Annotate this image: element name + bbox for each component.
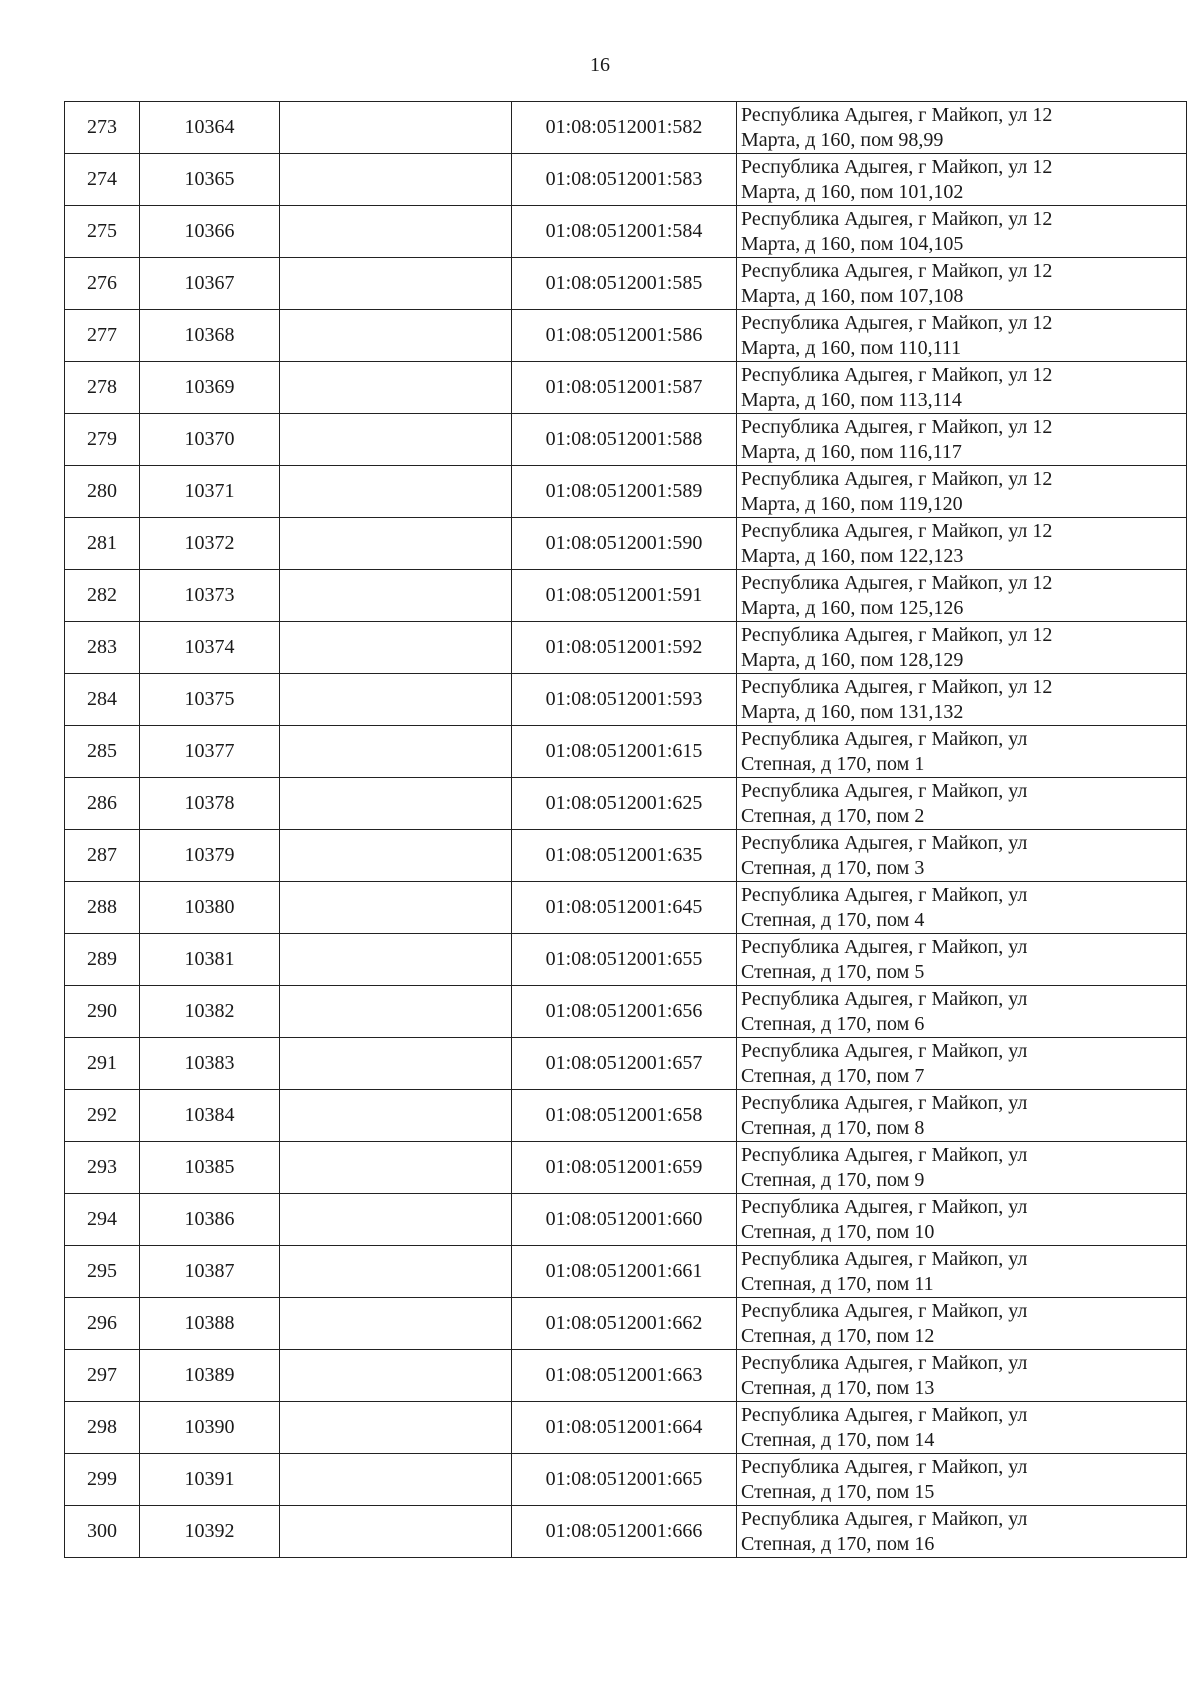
address-line-2: Степная, д 170, пом 16 [741, 1532, 935, 1555]
cell-registry-number: 10382 [140, 986, 280, 1038]
cell-address [737, 622, 1187, 674]
cell-address [737, 1298, 1187, 1350]
cell-cadastral-number: 01:08:0512001:656 [512, 986, 737, 1038]
cell-registry-number: 10374 [140, 622, 280, 674]
cell-registry-number: 10380 [140, 882, 280, 934]
cell-row-number: 278 [65, 362, 140, 414]
cell-row-number: 295 [65, 1246, 140, 1298]
table-row [65, 1142, 1187, 1194]
address-line-1: Республика Адыгея, г Майкоп, ул [741, 1351, 1028, 1374]
cell-cadastral-number: 01:08:0512001:583 [512, 154, 737, 206]
table-row [65, 986, 1187, 1038]
table-row [65, 674, 1187, 726]
cell-row-number: 284 [65, 674, 140, 726]
cell-registry-number: 10371 [140, 466, 280, 518]
address-line-2: Степная, д 170, пом 7 [741, 1064, 925, 1087]
cell-empty [280, 1038, 512, 1090]
cell-cadastral-number: 01:08:0512001:658 [512, 1090, 737, 1142]
address-line-2: Степная, д 170, пом 11 [741, 1272, 934, 1295]
cell-empty [280, 570, 512, 622]
cell-empty [280, 830, 512, 882]
cell-address [737, 206, 1187, 258]
cell-cadastral-number: 01:08:0512001:592 [512, 622, 737, 674]
address-line-1: Республика Адыгея, г Майкоп, ул 12 [741, 103, 1053, 126]
cell-registry-number: 10373 [140, 570, 280, 622]
address-line-1: Республика Адыгея, г Майкоп, ул [741, 831, 1028, 854]
cell-row-number: 292 [65, 1090, 140, 1142]
table-row [65, 1090, 1187, 1142]
table-row [65, 778, 1187, 830]
cell-row-number: 299 [65, 1454, 140, 1506]
cell-registry-number: 10369 [140, 362, 280, 414]
address-line-1: Республика Адыгея, г Майкоп, ул 12 [741, 467, 1053, 490]
cell-address [737, 1454, 1187, 1506]
cell-row-number: 289 [65, 934, 140, 986]
cell-registry-number: 10365 [140, 154, 280, 206]
table-row [65, 1350, 1187, 1402]
cell-row-number: 281 [65, 518, 140, 570]
cell-registry-number: 10383 [140, 1038, 280, 1090]
address-line-2: Степная, д 170, пом 2 [741, 804, 925, 827]
cell-address [737, 518, 1187, 570]
address-line-1: Республика Адыгея, г Майкоп, ул [741, 1195, 1028, 1218]
address-line-2: Степная, д 170, пом 15 [741, 1480, 935, 1503]
table-row [65, 726, 1187, 778]
cell-row-number: 280 [65, 466, 140, 518]
cell-empty [280, 934, 512, 986]
table-row [65, 362, 1187, 414]
address-line-2: Марта, д 160, пом 128,129 [741, 648, 964, 671]
cell-cadastral-number: 01:08:0512001:662 [512, 1298, 737, 1350]
address-line-2: Степная, д 170, пом 10 [741, 1220, 935, 1243]
cell-address [737, 570, 1187, 622]
cell-empty [280, 102, 512, 154]
address-line-2: Степная, д 170, пом 3 [741, 856, 925, 879]
cell-address [737, 1194, 1187, 1246]
cell-cadastral-number: 01:08:0512001:661 [512, 1246, 737, 1298]
table-row [65, 154, 1187, 206]
address-line-1: Республика Адыгея, г Майкоп, ул [741, 1455, 1028, 1478]
address-line-1: Республика Адыгея, г Майкоп, ул [741, 1039, 1028, 1062]
table-row [65, 1038, 1187, 1090]
address-line-1: Республика Адыгея, г Майкоп, ул 12 [741, 571, 1053, 594]
cell-registry-number: 10392 [140, 1506, 280, 1558]
cell-registry-number: 10377 [140, 726, 280, 778]
cell-registry-number: 10366 [140, 206, 280, 258]
cell-empty [280, 206, 512, 258]
address-line-1: Республика Адыгея, г Майкоп, ул [741, 1091, 1028, 1114]
cell-empty [280, 1090, 512, 1142]
cell-cadastral-number: 01:08:0512001:664 [512, 1402, 737, 1454]
address-line-2: Степная, д 170, пом 1 [741, 752, 925, 775]
address-line-2: Степная, д 170, пом 6 [741, 1012, 925, 1035]
cell-address [737, 830, 1187, 882]
address-line-2: Марта, д 160, пом 119,120 [741, 492, 963, 515]
cell-row-number: 285 [65, 726, 140, 778]
cell-empty [280, 518, 512, 570]
property-table [64, 101, 1187, 1558]
cell-empty [280, 726, 512, 778]
page-number: 16 [590, 54, 610, 76]
cell-address [737, 1142, 1187, 1194]
address-line-1: Республика Адыгея, г Майкоп, ул 12 [741, 415, 1053, 438]
cell-address [737, 466, 1187, 518]
cell-address [737, 1038, 1187, 1090]
cell-row-number: 274 [65, 154, 140, 206]
cell-registry-number: 10387 [140, 1246, 280, 1298]
address-line-1: Республика Адыгея, г Майкоп, ул 12 [741, 363, 1053, 386]
address-line-2: Степная, д 170, пом 8 [741, 1116, 925, 1139]
cell-empty [280, 1194, 512, 1246]
cell-row-number: 293 [65, 1142, 140, 1194]
address-line-1: Республика Адыгея, г Майкоп, ул [741, 1247, 1028, 1270]
table-row [65, 102, 1187, 154]
address-line-1: Республика Адыгея, г Майкоп, ул [741, 1403, 1028, 1426]
address-line-1: Республика Адыгея, г Майкоп, ул 12 [741, 623, 1053, 646]
cell-cadastral-number: 01:08:0512001:584 [512, 206, 737, 258]
table-row [65, 622, 1187, 674]
table-row [65, 1298, 1187, 1350]
cell-cadastral-number: 01:08:0512001:663 [512, 1350, 737, 1402]
cell-row-number: 294 [65, 1194, 140, 1246]
cell-empty [280, 1142, 512, 1194]
cell-cadastral-number: 01:08:0512001:659 [512, 1142, 737, 1194]
address-line-2: Степная, д 170, пом 5 [741, 960, 925, 983]
address-line-2: Степная, д 170, пом 12 [741, 1324, 935, 1347]
cell-cadastral-number: 01:08:0512001:591 [512, 570, 737, 622]
table-row [65, 1194, 1187, 1246]
cell-registry-number: 10375 [140, 674, 280, 726]
cell-cadastral-number: 01:08:0512001:645 [512, 882, 737, 934]
table-row [65, 518, 1187, 570]
cell-row-number: 277 [65, 310, 140, 362]
cell-address [737, 778, 1187, 830]
address-line-2: Марта, д 160, пом 98,99 [741, 128, 944, 151]
cell-registry-number: 10389 [140, 1350, 280, 1402]
address-line-1: Республика Адыгея, г Майкоп, ул [741, 1143, 1028, 1166]
address-line-1: Республика Адыгея, г Майкоп, ул [741, 779, 1028, 802]
table-row [65, 1402, 1187, 1454]
cell-registry-number: 10367 [140, 258, 280, 310]
cell-cadastral-number: 01:08:0512001:588 [512, 414, 737, 466]
table-row [65, 882, 1187, 934]
cell-cadastral-number: 01:08:0512001:635 [512, 830, 737, 882]
cell-registry-number: 10379 [140, 830, 280, 882]
cell-empty [280, 622, 512, 674]
address-line-1: Республика Адыгея, г Майкоп, ул 12 [741, 155, 1053, 178]
address-line-1: Республика Адыгея, г Майкоп, ул [741, 987, 1028, 1010]
cell-registry-number: 10388 [140, 1298, 280, 1350]
cell-row-number: 296 [65, 1298, 140, 1350]
table-row [65, 206, 1187, 258]
cell-address [737, 1246, 1187, 1298]
cell-cadastral-number: 01:08:0512001:589 [512, 466, 737, 518]
cell-address [737, 1506, 1187, 1558]
cell-empty [280, 1402, 512, 1454]
cell-cadastral-number: 01:08:0512001:585 [512, 258, 737, 310]
cell-registry-number: 10384 [140, 1090, 280, 1142]
cell-address [737, 986, 1187, 1038]
address-line-1: Республика Адыгея, г Майкоп, ул 12 [741, 311, 1053, 334]
cell-address [737, 726, 1187, 778]
cell-row-number: 288 [65, 882, 140, 934]
cell-empty [280, 778, 512, 830]
address-line-1: Республика Адыгея, г Майкоп, ул [741, 1507, 1028, 1530]
cell-empty [280, 1454, 512, 1506]
address-line-2: Степная, д 170, пом 4 [741, 908, 925, 931]
cell-row-number: 286 [65, 778, 140, 830]
address-line-2: Марта, д 160, пом 107,108 [741, 284, 964, 307]
address-line-2: Марта, д 160, пом 122,123 [741, 544, 964, 567]
cell-address [737, 674, 1187, 726]
cell-cadastral-number: 01:08:0512001:582 [512, 102, 737, 154]
address-line-2: Степная, д 170, пом 9 [741, 1168, 925, 1191]
cell-cadastral-number: 01:08:0512001:615 [512, 726, 737, 778]
address-line-2: Марта, д 160, пом 104,105 [741, 232, 964, 255]
cell-address [737, 258, 1187, 310]
cell-registry-number: 10385 [140, 1142, 280, 1194]
table-row [65, 934, 1187, 986]
cell-cadastral-number: 01:08:0512001:587 [512, 362, 737, 414]
cell-row-number: 290 [65, 986, 140, 1038]
cell-row-number: 300 [65, 1506, 140, 1558]
cell-row-number: 276 [65, 258, 140, 310]
cell-registry-number: 10364 [140, 102, 280, 154]
cell-cadastral-number: 01:08:0512001:666 [512, 1506, 737, 1558]
cell-row-number: 282 [65, 570, 140, 622]
cell-address [737, 414, 1187, 466]
cell-address [737, 882, 1187, 934]
cell-empty [280, 258, 512, 310]
cell-address [737, 934, 1187, 986]
table-row [65, 258, 1187, 310]
cell-address [737, 362, 1187, 414]
cell-registry-number: 10370 [140, 414, 280, 466]
address-line-1: Республика Адыгея, г Майкоп, ул [741, 727, 1028, 750]
cell-registry-number: 10381 [140, 934, 280, 986]
table-row [65, 570, 1187, 622]
cell-cadastral-number: 01:08:0512001:586 [512, 310, 737, 362]
table-row [65, 310, 1187, 362]
address-line-2: Степная, д 170, пом 14 [741, 1428, 935, 1451]
cell-cadastral-number: 01:08:0512001:660 [512, 1194, 737, 1246]
cell-row-number: 291 [65, 1038, 140, 1090]
cell-registry-number: 10390 [140, 1402, 280, 1454]
cell-empty [280, 414, 512, 466]
table-row [65, 1454, 1187, 1506]
address-line-2: Марта, д 160, пом 125,126 [741, 596, 964, 619]
cell-registry-number: 10378 [140, 778, 280, 830]
cell-empty [280, 882, 512, 934]
address-line-1: Республика Адыгея, г Майкоп, ул 12 [741, 207, 1053, 230]
table-row [65, 830, 1187, 882]
property-table-container [64, 101, 1186, 1558]
property-table-body [65, 102, 1187, 1558]
table-row [65, 1246, 1187, 1298]
cell-cadastral-number: 01:08:0512001:657 [512, 1038, 737, 1090]
cell-address [737, 154, 1187, 206]
address-line-2: Марта, д 160, пом 113,114 [741, 388, 962, 411]
cell-empty [280, 466, 512, 518]
cell-cadastral-number: 01:08:0512001:625 [512, 778, 737, 830]
table-row [65, 466, 1187, 518]
cell-registry-number: 10386 [140, 1194, 280, 1246]
cell-address [737, 1090, 1187, 1142]
cell-row-number: 279 [65, 414, 140, 466]
address-line-2: Марта, д 160, пом 131,132 [741, 700, 964, 723]
cell-address [737, 1350, 1187, 1402]
address-line-2: Степная, д 170, пом 13 [741, 1376, 935, 1399]
address-line-2: Марта, д 160, пом 101,102 [741, 180, 964, 203]
cell-row-number: 297 [65, 1350, 140, 1402]
cell-row-number: 287 [65, 830, 140, 882]
cell-registry-number: 10368 [140, 310, 280, 362]
address-line-1: Республика Адыгея, г Майкоп, ул [741, 935, 1028, 958]
cell-registry-number: 10391 [140, 1454, 280, 1506]
cell-cadastral-number: 01:08:0512001:590 [512, 518, 737, 570]
cell-empty [280, 310, 512, 362]
cell-row-number: 283 [65, 622, 140, 674]
address-line-1: Республика Адыгея, г Майкоп, ул [741, 883, 1028, 906]
cell-empty [280, 1506, 512, 1558]
cell-empty [280, 674, 512, 726]
cell-address [737, 1402, 1187, 1454]
cell-empty [280, 1298, 512, 1350]
address-line-2: Марта, д 160, пом 116,117 [741, 440, 962, 463]
cell-empty [280, 154, 512, 206]
cell-empty [280, 1246, 512, 1298]
address-line-1: Республика Адыгея, г Майкоп, ул 12 [741, 675, 1053, 698]
address-line-1: Республика Адыгея, г Майкоп, ул 12 [741, 519, 1053, 542]
cell-empty [280, 1350, 512, 1402]
cell-row-number: 275 [65, 206, 140, 258]
cell-address [737, 102, 1187, 154]
cell-registry-number: 10372 [140, 518, 280, 570]
address-line-1: Республика Адыгея, г Майкоп, ул 12 [741, 259, 1053, 282]
cell-row-number: 298 [65, 1402, 140, 1454]
cell-cadastral-number: 01:08:0512001:593 [512, 674, 737, 726]
cell-row-number: 273 [65, 102, 140, 154]
cell-cadastral-number: 01:08:0512001:665 [512, 1454, 737, 1506]
table-row [65, 414, 1187, 466]
address-line-2: Марта, д 160, пом 110,111 [741, 336, 962, 359]
table-row [65, 1506, 1187, 1558]
cell-empty [280, 362, 512, 414]
cell-address [737, 310, 1187, 362]
address-line-1: Республика Адыгея, г Майкоп, ул [741, 1299, 1028, 1322]
cell-empty [280, 986, 512, 1038]
cell-cadastral-number: 01:08:0512001:655 [512, 934, 737, 986]
